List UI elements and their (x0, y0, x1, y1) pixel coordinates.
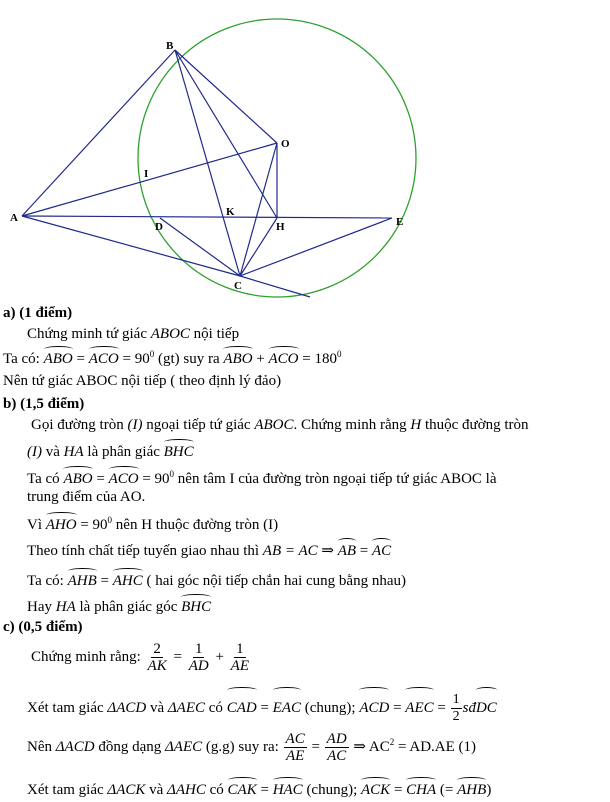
segment-bc (175, 50, 240, 276)
segment-bo (175, 50, 277, 143)
segment-ce (240, 218, 392, 276)
label-h: H (276, 221, 285, 233)
label-c: C (234, 280, 242, 292)
label-i: I (144, 168, 149, 180)
part-b-heading: b) (1,5 điểm) (3, 396, 85, 412)
part-c-triangles-1: Xét tam giác ΔACD và ΔAEC có CAD = EAC (chung); ACD = AEC = $\frac{1}{2}$ sđDC (27, 688, 497, 725)
part-b-step2: Vì AHO = $90^0$ nên H thuộc đường tròn (I) (27, 515, 279, 533)
part-a-conclusion: Nên tứ giác ABOC nội tiếp ( theo định lý đảo) (3, 373, 282, 389)
segment-cd (160, 218, 240, 276)
segment-ab (22, 50, 175, 216)
part-c-task: Chứng minh rằng: $\frac{2}{AK}$ = $\frac{1}{AD}$ + $\frac{1}{AE}$ (31, 641, 249, 675)
label-d: D (155, 221, 163, 233)
label-o: O (281, 138, 290, 150)
part-a-task: Chứng minh tứ giác ABOC nội tiếp (27, 326, 240, 342)
segment-bh (175, 50, 277, 218)
part-a-heading: a) (1 điểm) (3, 305, 73, 321)
part-c-triangles-2: Xét tam giác ΔACK và ΔAHC có CAK = HAC (chung); ACK = CHA (= AHB) (27, 778, 491, 799)
label-e: E (396, 216, 404, 228)
segment-ac (22, 216, 240, 276)
segment-ae (22, 216, 392, 218)
part-a-given: Ta có: ABO = ACO = $90^0$ (gt) suy ra ABO + ACO = $180^0$ (3, 349, 342, 367)
part-b-step3: Theo tính chất tiếp tuyến giao nhau thì AB = AC ⇒ AB = AC (27, 539, 391, 560)
part-b-task-line1: Gọi đường tròn (I) ngoại tiếp tứ giác ABOC. Chứng minh rằng H thuộc đường tròn (31, 417, 529, 433)
label-k: K (226, 206, 235, 218)
segment-ch (240, 218, 277, 276)
part-b-step4: Ta có: AHB = AHC ( hai góc nội tiếp chắn hai cung bằng nhau) (27, 569, 406, 590)
part-b-task-line2: (I) và HA là phân giác BHC (27, 440, 194, 461)
geometry-figure (0, 0, 610, 300)
part-c-similar: Nên ΔACD đồng dạng ΔAEC (g.g) suy ra: $\frac{AC}{AE}$ = $\frac{AD}{AC}$ ⇒ $AC^2 = AD.AE$ (1) (27, 731, 477, 765)
part-c-heading: c) (0,5 điểm) (3, 619, 83, 635)
label-a: A (10, 212, 18, 224)
part-b-step1: Ta có ABO = ACO = $90^0$ nên tâm I của đường tròn ngoại tiếp tứ giác ABOC là (27, 469, 497, 487)
label-b: B (166, 40, 174, 52)
part-b-step1-line2: trung điểm của AO. (27, 489, 146, 505)
part-b-step5: Hay HA là phân giác góc BHC (27, 595, 211, 616)
